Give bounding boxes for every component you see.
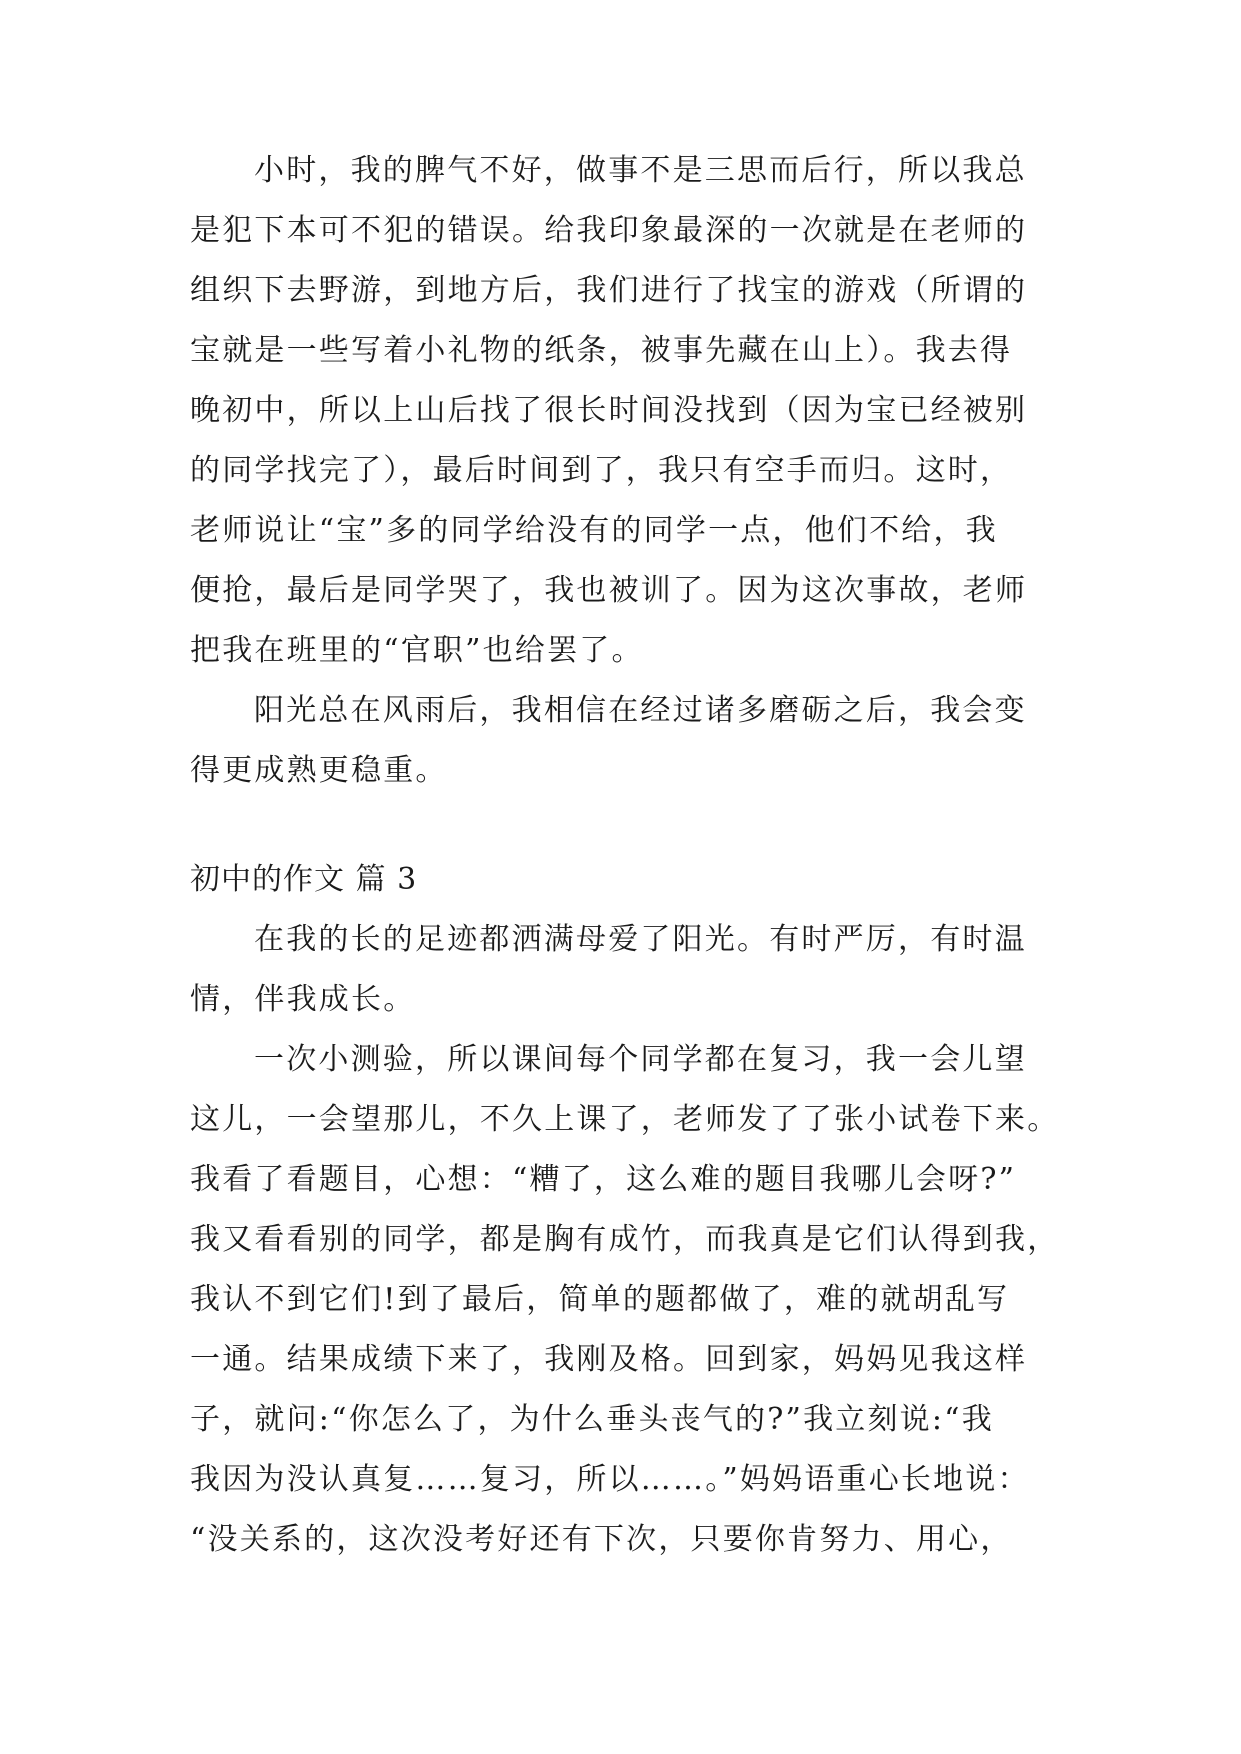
text-line: 我因为没认真复……复习，所以……。”妈妈语重心长地说： bbox=[190, 1462, 1030, 1497]
text-line: 把我在班里的“官职”也给罢了。 bbox=[190, 633, 644, 668]
text-line: 得更成熟更稳重。 bbox=[190, 753, 448, 788]
text-line: 的同学找完了），最后时间到了，我只有空手而归。这时， bbox=[190, 453, 1013, 488]
text-line: 便抢，最后是同学哭了，我也被训了。因为这次事故，老师 bbox=[190, 573, 1028, 608]
text-line: “没关系的，这次没考好还有下次，只要你肯努力、用心， bbox=[190, 1522, 1013, 1557]
text-line: 这儿，一会望那儿，不久上课了，老师发了了张小试卷下来。 bbox=[190, 1102, 1060, 1137]
text-line: 子，就问:“你怎么了，为什么垂头丧气的?”我立刻说:“我 bbox=[190, 1402, 994, 1437]
text-line: 宝就是一些写着小礼物的纸条，被事先藏在山上）。我去得 bbox=[190, 333, 1013, 368]
text-line: 阳光总在风雨后，我相信在经过诸多磨砺之后，我会变 bbox=[254, 693, 1027, 728]
text-line: 一次小测验，所以课间每个同学都在复习，我一会儿望 bbox=[254, 1042, 1027, 1077]
text-line: 老师说让“宝”多的同学给没有的同学一点，他们不给，我 bbox=[190, 513, 998, 548]
section-title: 初中的作文 篇 3 bbox=[190, 862, 418, 897]
text-line: 小时，我的脾气不好，做事不是三思而后行，所以我总 bbox=[254, 153, 1027, 188]
text-line: 组织下去野游，到地方后，我们进行了找宝的游戏（所谓的 bbox=[190, 273, 1028, 308]
text-line: 在我的长的足迹都洒满母爱了阳光。有时严厉，有时温 bbox=[254, 922, 1027, 957]
text-line: 晚初中，所以上山后找了很长时间没找到（因为宝已经被别 bbox=[190, 393, 1028, 428]
text-line: 我认不到它们!到了最后，简单的题都做了，难的就胡乱写 bbox=[190, 1282, 1010, 1317]
text-line: 一通。结果成绩下来了，我刚及格。回到家，妈妈见我这样 bbox=[190, 1342, 1028, 1377]
text-line: 我又看看别的同学，都是胸有成竹，而我真是它们认得到我， bbox=[190, 1222, 1060, 1257]
text-line: 情，伴我成长。 bbox=[190, 982, 416, 1017]
text-line: 我看了看题目，心想：“糟了，这么难的题目我哪儿会呀?” bbox=[190, 1162, 1017, 1197]
text-line: 是犯下本可不犯的错误。给我印象最深的一次就是在老师的 bbox=[190, 213, 1028, 248]
